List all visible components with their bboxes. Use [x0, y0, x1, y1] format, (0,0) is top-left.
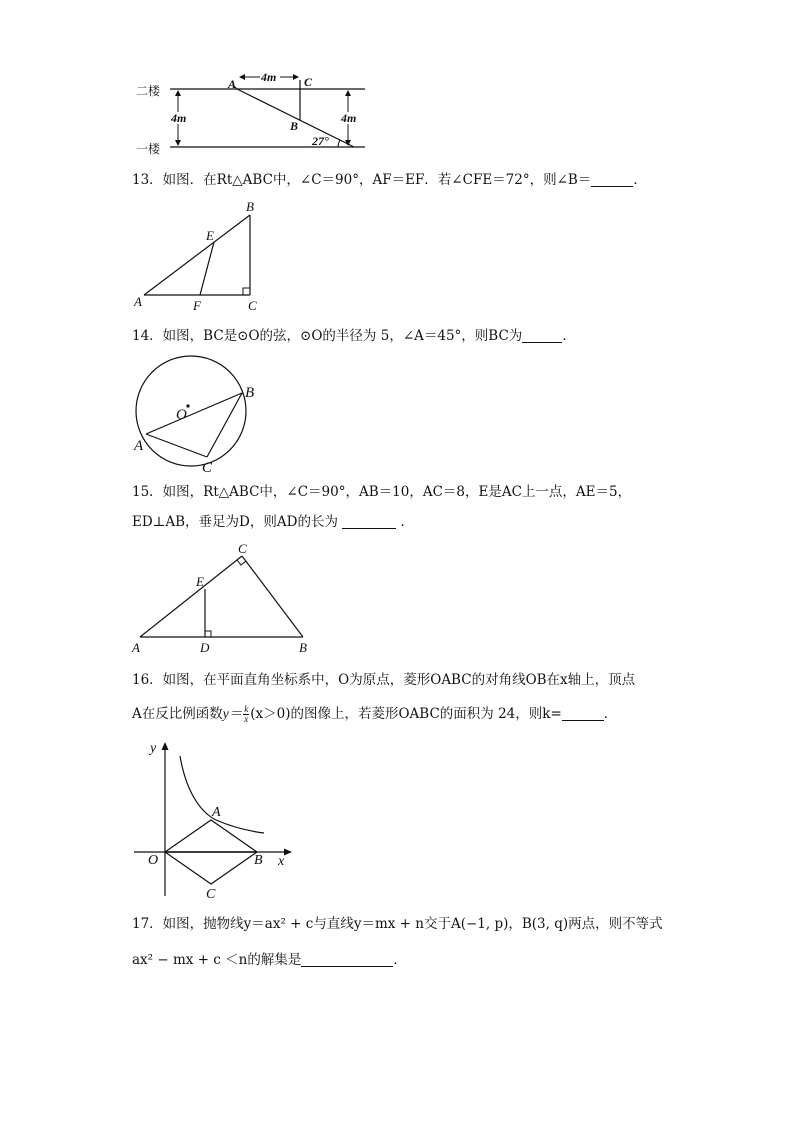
fraction-numerator: k	[244, 704, 249, 714]
question-17-text-2: ax² − mx + c ＜n的解集是	[132, 952, 302, 968]
dim-left: 4m	[171, 111, 187, 125]
point-E: E	[196, 574, 204, 589]
axis-label-y: y	[150, 741, 157, 756]
point-E: E	[206, 228, 214, 243]
question-14-text: 14．如图，BC是⊙O的弦，⊙O的半径为 5，∠A＝45°，则BC为	[132, 328, 523, 344]
angle-label: 27°	[312, 134, 329, 148]
point-B: B	[246, 199, 254, 214]
point-C: C	[202, 460, 213, 476]
figure-q14	[130, 352, 270, 474]
point-C: C	[238, 541, 247, 556]
point-F: F	[193, 298, 201, 313]
figure-q13	[130, 200, 270, 312]
answer-blank-13[interactable]	[591, 172, 633, 187]
question-17-line2	[132, 950, 407, 970]
label-floor1: 一楼	[136, 142, 161, 156]
question-15-line1	[132, 482, 631, 502]
question-16-line2	[132, 704, 617, 724]
right-triangle-diagram	[130, 541, 320, 656]
question-13-end: ．	[633, 172, 647, 188]
question-15-end: ．	[400, 514, 415, 530]
function-y: y＝	[222, 706, 243, 721]
label-floor2: 二楼	[136, 84, 161, 98]
answer-blank-14[interactable]	[522, 328, 562, 343]
question-13	[132, 170, 647, 190]
question-16-end: ．	[603, 706, 618, 722]
point-C: C	[206, 887, 216, 902]
question-15-text-1: 15．如图，Rt△ABC中，∠C＝90°，AB＝10，AC＝8，E是AC上一点，AE＝5，	[132, 484, 632, 500]
point-A: A	[228, 77, 237, 91]
point-B: B	[254, 853, 263, 868]
question-15-line2	[132, 512, 414, 532]
question-14	[132, 326, 576, 346]
figure-staircase	[130, 68, 370, 160]
point-A: A	[132, 640, 140, 655]
fraction-denominator: x	[244, 714, 249, 724]
dim-right: 4m	[341, 111, 357, 125]
question-16-text-2b: (x＞0)的图像上，若菱形OABC的面积为 24，则k=	[250, 706, 562, 722]
hyperbola-curve	[180, 756, 264, 833]
question-13-text: 13．如图．在Rt△ABC中，∠C＝90°，AF＝EF．若∠CFE＝72°，则∠B＝	[132, 172, 592, 188]
point-D: D	[200, 640, 210, 655]
point-A: A	[134, 294, 142, 309]
question-17-end: ．	[393, 952, 407, 968]
point-B: B	[290, 119, 299, 133]
question-16-text-1: 16．如图，在平面直角坐标系中，O为原点，菱形OABC的对角线OB在x轴上，顶点	[132, 672, 636, 688]
axis-label-x: x	[278, 854, 285, 869]
point-C: C	[304, 75, 313, 89]
question-16-line1	[132, 670, 635, 690]
question-17-text-1: 17．如图，抛物线y＝ax² + c与直线y＝mx + n交于A(−1, p)，B(3, q)两点，则不等式	[132, 916, 663, 932]
point-O: O	[176, 407, 187, 423]
question-14-end: ．	[562, 328, 576, 344]
question-16-text-2a: A在反比例函数	[132, 706, 223, 722]
center-point	[186, 404, 189, 407]
dim-top: 4m	[261, 70, 277, 84]
point-B: B	[245, 385, 255, 401]
fraction-k-over-x	[243, 705, 249, 724]
point-B: B	[299, 640, 307, 655]
staircase-diagram	[130, 68, 370, 160]
answer-blank-15[interactable]	[342, 514, 396, 529]
figure-q16	[130, 736, 300, 904]
question-17-line1	[132, 914, 663, 934]
point-A: A	[212, 805, 221, 820]
point-A: A	[134, 438, 144, 454]
figure-q15	[130, 541, 320, 656]
point-O: O	[148, 853, 159, 868]
triangle-abc-diagram	[130, 200, 270, 312]
question-15-text-2: ED⊥AB，垂足为D，则AD的长为	[132, 514, 338, 530]
rhombus-coordinate-diagram	[130, 736, 300, 904]
answer-blank-16[interactable]	[562, 706, 604, 721]
circle-diagram	[130, 352, 270, 474]
point-C: C	[248, 298, 257, 313]
answer-blank-17[interactable]	[301, 952, 393, 967]
